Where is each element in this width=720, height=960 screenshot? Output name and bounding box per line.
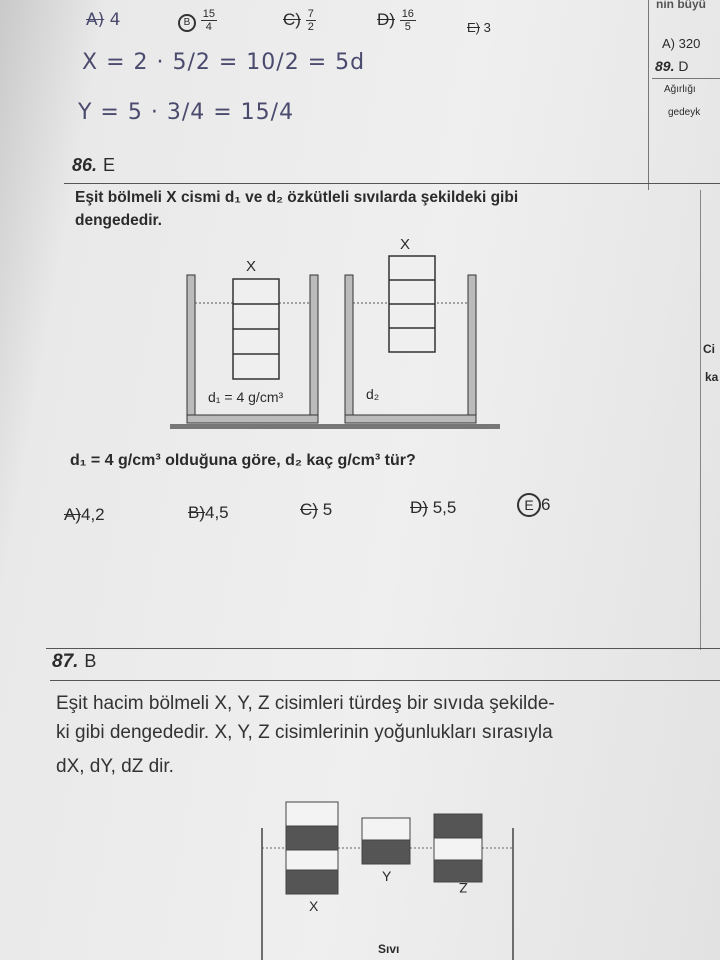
right-column-rule xyxy=(652,78,720,79)
q86-label-x-right: X xyxy=(400,236,411,253)
q86-choice-d: D) 5,5 xyxy=(410,498,457,517)
right-a-choice: A) 320 xyxy=(662,36,701,51)
top-choice-d: D) $\frac{16}{5}$ xyxy=(377,8,414,33)
q89-header: 89. D xyxy=(655,58,689,74)
top-choice-b: B $\frac{15}{4}$ xyxy=(178,8,217,33)
q87-text-line2: ki gibi dengededir. X, Y, Z cisimlerinin yoğunlukları sırasıyla xyxy=(56,722,553,743)
q87-rule xyxy=(50,680,720,681)
q87-text-line3: dX, dY, dZ dir. xyxy=(56,756,174,777)
q86-d2-label: d₂ xyxy=(366,386,380,402)
right-header: nin büyü xyxy=(656,0,706,11)
top-choice-e: E) 3 xyxy=(467,20,491,35)
right-container xyxy=(345,256,476,423)
block-z xyxy=(434,814,482,882)
block-x-left xyxy=(233,279,279,379)
q87-rule-top xyxy=(46,648,720,649)
handwritten-x-work: X = 2 · 5/2 = 10/2 = 5d xyxy=(82,50,366,75)
q86-choice-e: E 6 xyxy=(517,493,550,517)
q87-text-line1: Eşit hacim bölmeli X, Y, Z cisimleri türdeş bir sıvıda şekilde- xyxy=(56,693,555,714)
right-line-1: Ağırlığı xyxy=(664,84,696,95)
q86-selected-e-circle: E xyxy=(517,493,541,517)
block-x-right xyxy=(389,256,435,352)
q86-question: d₁ = 4 g/cm³ olduğuna göre, d₂ kaç g/cm³ tür? xyxy=(70,452,416,469)
q87-header: 87. B xyxy=(52,651,97,672)
q86-text-line1: Eşit bölmeli X cismi d₁ ve d₂ özkütleli sıvılarda şekildeki gibi xyxy=(75,189,519,206)
q86-rule xyxy=(64,183,720,184)
q86-text-line2: dengededir. xyxy=(75,212,162,229)
right-edge-1: Ci xyxy=(703,342,715,356)
right-edge-2: ka xyxy=(705,370,719,384)
q87-label-z: Z xyxy=(459,880,468,896)
right-column-divider xyxy=(648,0,649,190)
q86-choice-a: A)4,2 xyxy=(64,505,105,524)
q86-d1-label: d₁ = 4 g/cm³ xyxy=(208,389,284,405)
q86-label-x-left: X xyxy=(246,258,257,275)
block-x xyxy=(286,802,338,894)
right-line-2: gedeyk xyxy=(668,107,701,118)
handwritten-y-work: Y = 5 · 3/4 = 15/4 xyxy=(78,100,295,125)
q86-choice-c: C) 5 xyxy=(300,500,333,519)
top-choice-c: C) $\frac{7}{2}$ xyxy=(283,8,314,33)
q86-header: 86. E xyxy=(72,155,116,175)
q87-label-x: X xyxy=(309,898,319,914)
top-choice-a: A) 4 xyxy=(86,10,121,30)
q86-choice-b: B)4,5 xyxy=(188,503,229,522)
q87-liquid-label: Sıvı xyxy=(378,942,400,956)
right-column-divider-lower xyxy=(700,190,701,650)
q87-label-y: Y xyxy=(382,868,392,884)
block-y xyxy=(362,818,410,864)
